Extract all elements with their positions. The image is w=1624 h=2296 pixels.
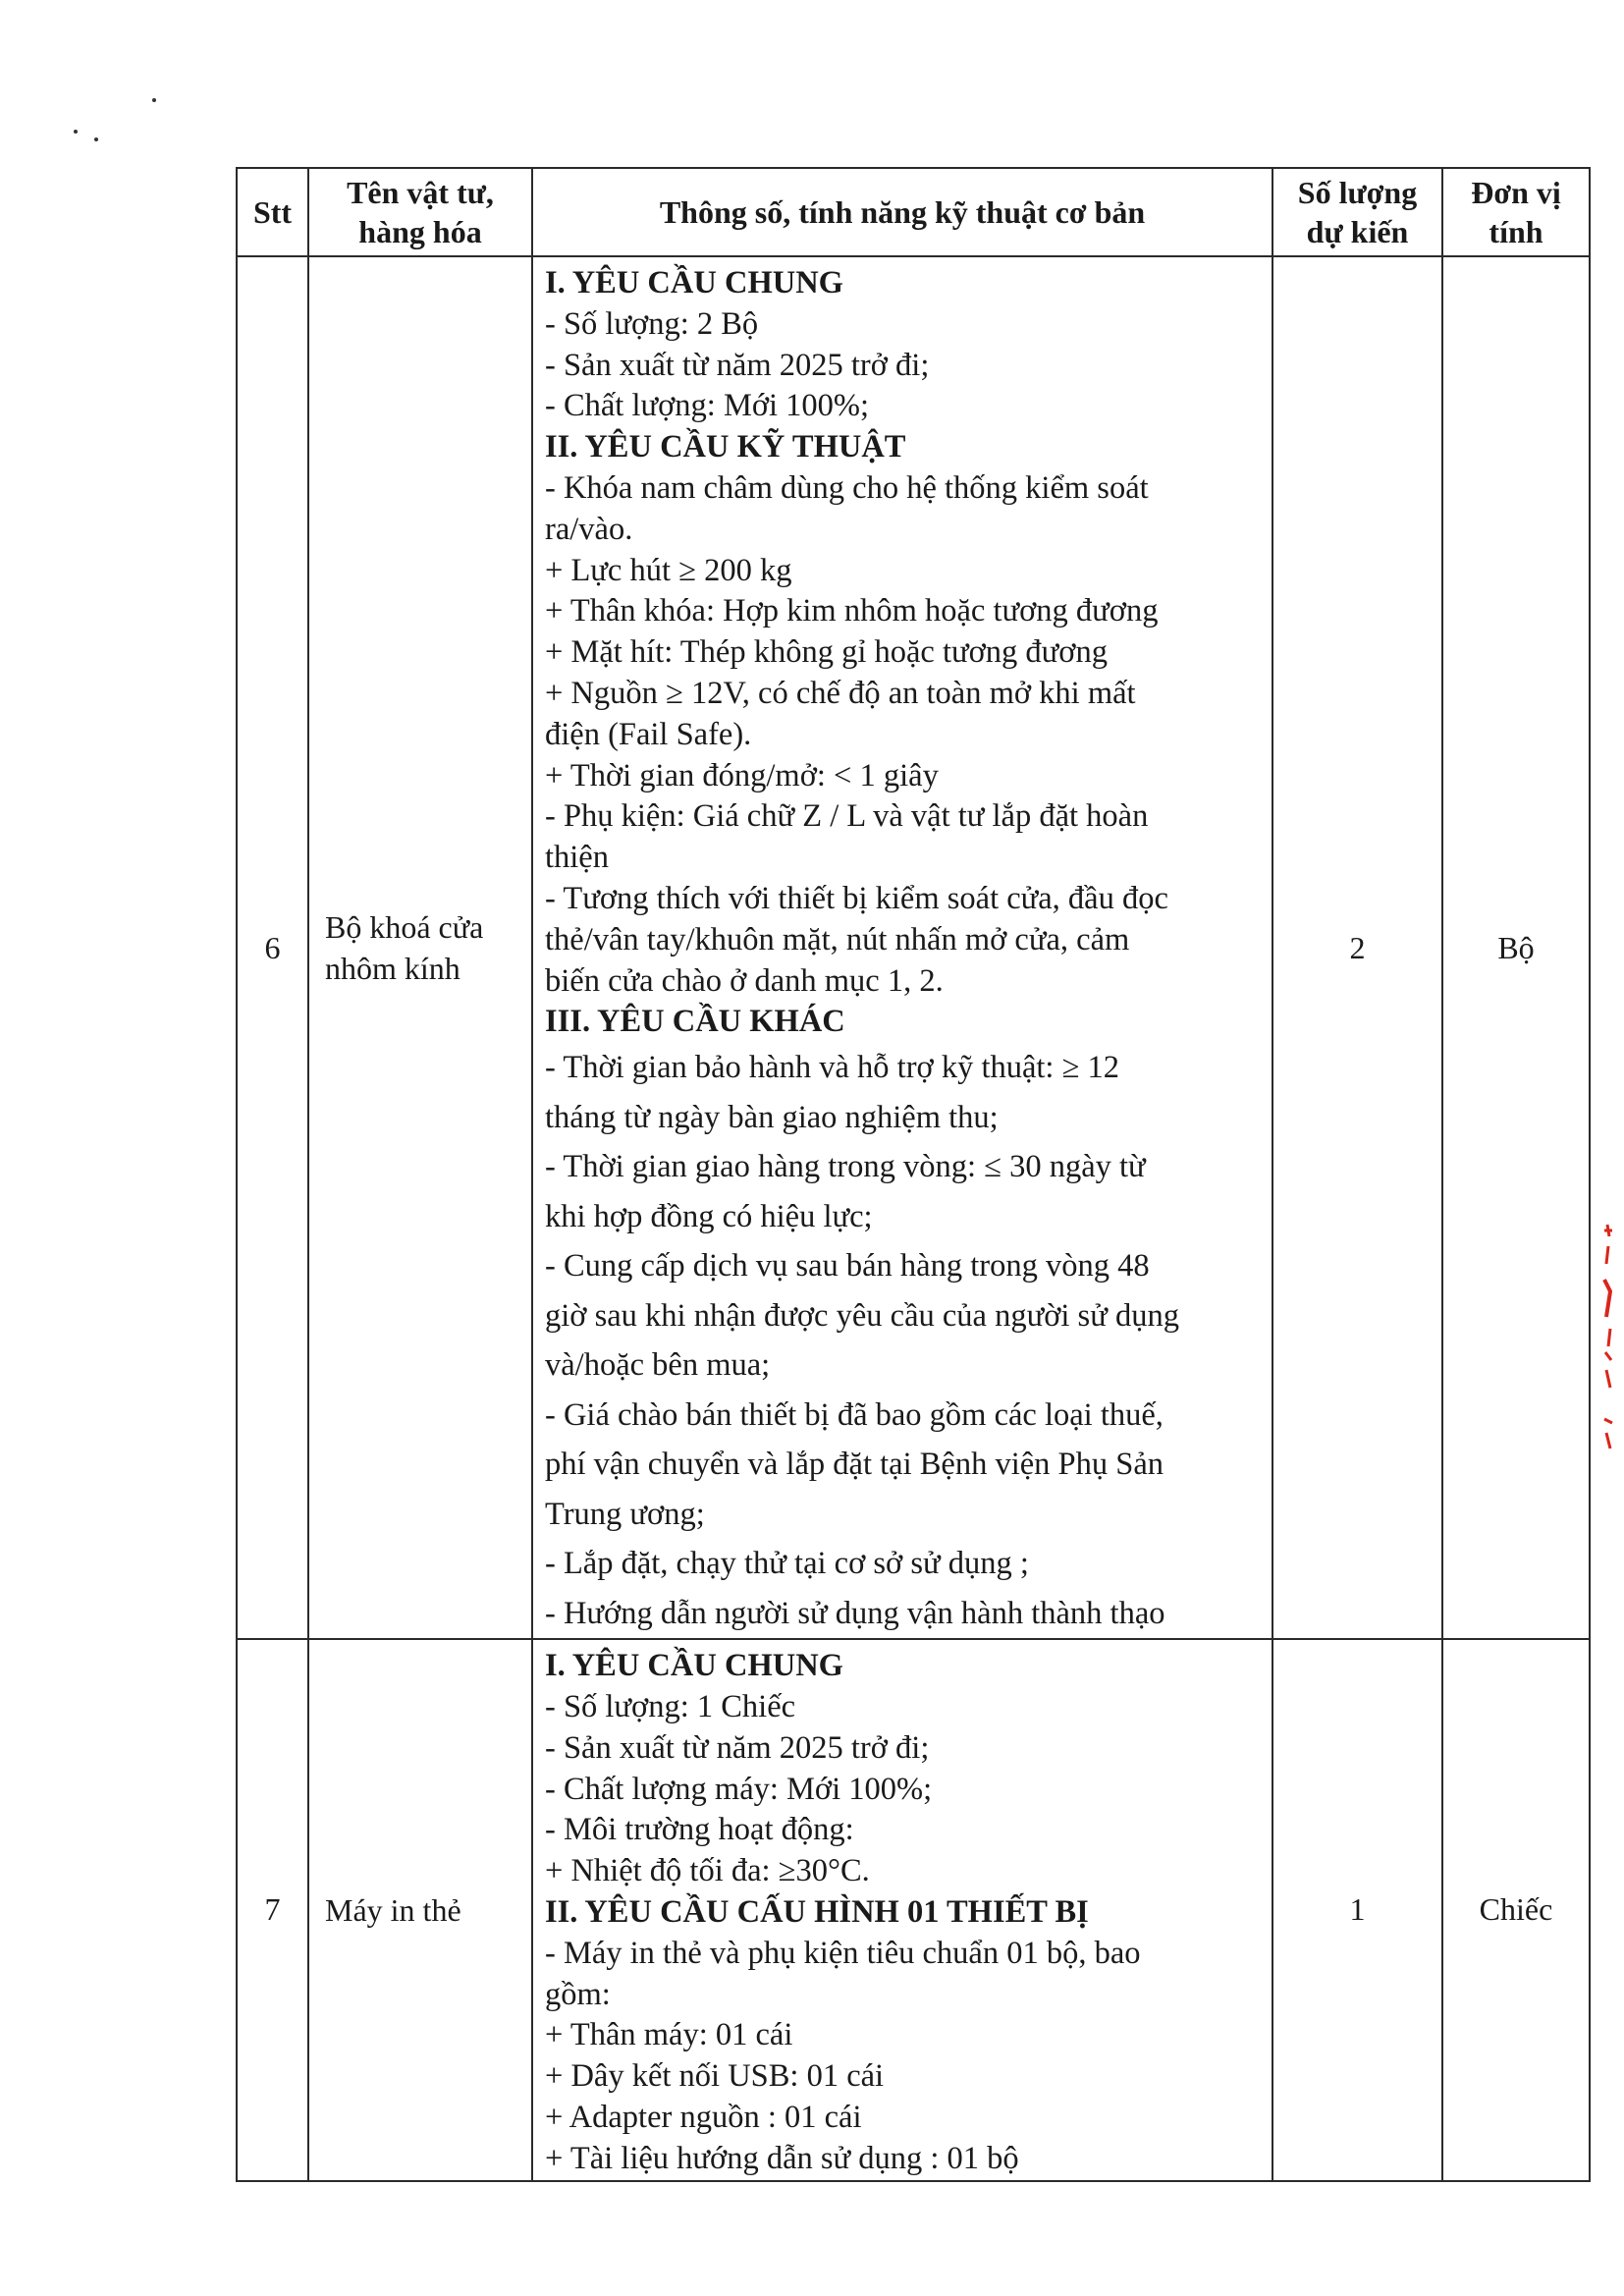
handwritten-red-mark <box>1598 1223 1616 1517</box>
spec-heading: I. YÊU CẦU CHUNG <box>545 1648 843 1684</box>
scan-speck <box>94 137 98 141</box>
spec-line: gồm: <box>545 1976 611 2012</box>
spec-line: + Lực hút ≥ 200 kg <box>545 552 792 588</box>
header-item-name: Tên vật tư, hàng hóa <box>308 168 532 256</box>
spec-line: Trung ương; <box>545 1496 705 1532</box>
row-quantity: 1 <box>1272 1639 1442 2180</box>
spec-table <box>236 167 1591 2182</box>
spec-line: biến cửa chào ở danh mục 1, 2. <box>545 962 944 999</box>
row-unit: Chiếc <box>1442 1639 1590 2180</box>
table-row <box>237 256 1590 1639</box>
row-item-name: Máy in thẻ <box>308 1639 532 2180</box>
spec-heading: II. YÊU CẦU KỸ THUẬT <box>545 429 906 465</box>
header-specifications: Thông số, tính năng kỹ thuật cơ bản <box>532 168 1272 256</box>
spec-line: + Adapter nguồn : 01 cái <box>545 2099 862 2135</box>
spec-line: tháng từ ngày bàn giao nghiệm thu; <box>545 1099 999 1135</box>
row-stt: 6 <box>237 256 308 1639</box>
row-stt: 7 <box>237 1639 308 2180</box>
spec-heading: II. YÊU CẦU CẤU HÌNH 01 THIẾT BỊ <box>545 1893 1089 1930</box>
row-unit: Bộ <box>1442 256 1590 1639</box>
spec-line: - Phụ kiện: Giá chữ Z / L và vật tư lắp đặt hoàn <box>545 798 1149 835</box>
spec-line: - Hướng dẫn người sử dụng vận hành thành thạo <box>545 1595 1165 1631</box>
spec-line: - Chất lượng: Mới 100%; <box>545 388 870 424</box>
spec-line: + Dây kết nối USB: 01 cái <box>545 2058 885 2095</box>
spec-line: - Môi trường hoạt động: <box>545 1812 854 1848</box>
spec-line: - Giá chào bán thiết bị đã bao gồm các loại thuế, <box>545 1396 1164 1433</box>
spec-heading: I. YÊU CẦU CHUNG <box>545 265 843 301</box>
spec-line: - Số lượng: 1 Chiếc <box>545 1688 796 1724</box>
header-unit: Đơn vị tính <box>1442 168 1590 256</box>
scan-speck <box>152 98 156 102</box>
spec-line: thiện <box>545 840 609 876</box>
table-header-row <box>237 168 1590 256</box>
spec-line: + Mặt hít: Thép không gỉ hoặc tương đương <box>545 634 1108 671</box>
spec-line: phí vận chuyển và lắp đặt tại Bệnh viện Phụ Sản <box>545 1447 1164 1483</box>
spec-line: - Thời gian giao hàng trong vòng: ≤ 30 ngày từ <box>545 1149 1146 1185</box>
spec-heading: III. YÊU CẦU KHÁC <box>545 1004 845 1040</box>
header-stt: Stt <box>237 168 308 256</box>
header-quantity: Số lượng dự kiến <box>1272 168 1442 256</box>
spec-line: + Nhiệt độ tối đa: ≥30°C. <box>545 1853 870 1889</box>
table-row <box>237 1639 1590 2180</box>
scan-speck <box>74 130 78 134</box>
spec-line: - Cung cấp dịch vụ sau bán hàng trong vòng 48 <box>545 1248 1150 1285</box>
spec-line: + Nguồn ≥ 12V, có chế độ an toàn mở khi mất <box>545 675 1136 711</box>
spec-line: - Thời gian bảo hành và hỗ trợ kỹ thuật: ≥ 12 <box>545 1050 1120 1086</box>
spec-line: và/hoặc bên mua; <box>545 1347 771 1384</box>
spec-line: + Thân máy: 01 cái <box>545 2017 793 2053</box>
spec-line: - Sản xuất từ năm 2025 trở đi; <box>545 1729 930 1766</box>
spec-line: - Chất lượng máy: Mới 100%; <box>545 1771 933 1807</box>
spec-line: + Thời gian đóng/mở: < 1 giây <box>545 757 939 793</box>
spec-line: - Tương thích với thiết bị kiểm soát cửa, đầu đọc <box>545 880 1168 916</box>
spec-line: - Khóa nam châm dùng cho hệ thống kiểm soát <box>545 469 1149 506</box>
row-quantity: 2 <box>1272 256 1442 1639</box>
row-spec-cell <box>532 256 1272 1639</box>
spec-line: - Sản xuất từ năm 2025 trở đi; <box>545 347 930 383</box>
spec-line: điện (Fail Safe). <box>545 716 752 752</box>
spec-line: giờ sau khi nhận được yêu cầu của người sử dụng <box>545 1297 1179 1334</box>
spec-line: ra/vào. <box>545 511 633 547</box>
spec-line: - Lắp đặt, chạy thử tại cơ sở sử dụng ; <box>545 1546 1029 1582</box>
spec-line: + Tài liệu hướng dẫn sử dụng : 01 bộ <box>545 2140 1019 2176</box>
spec-line: - Máy in thẻ và phụ kiện tiêu chuẩn 01 bộ, bao <box>545 1935 1141 1971</box>
spec-line: khi hợp đồng có hiệu lực; <box>545 1198 873 1234</box>
row-item-name: Bộ khoá cửa nhôm kính <box>308 256 532 1639</box>
row-spec-cell <box>532 1639 1272 2180</box>
spec-line: thẻ/vân tay/khuôn mặt, nút nhấn mở cửa, cảm <box>545 921 1130 957</box>
spec-line: + Thân khóa: Hợp kim nhôm hoặc tương đương <box>545 593 1159 629</box>
spec-line: - Số lượng: 2 Bộ <box>545 305 759 342</box>
